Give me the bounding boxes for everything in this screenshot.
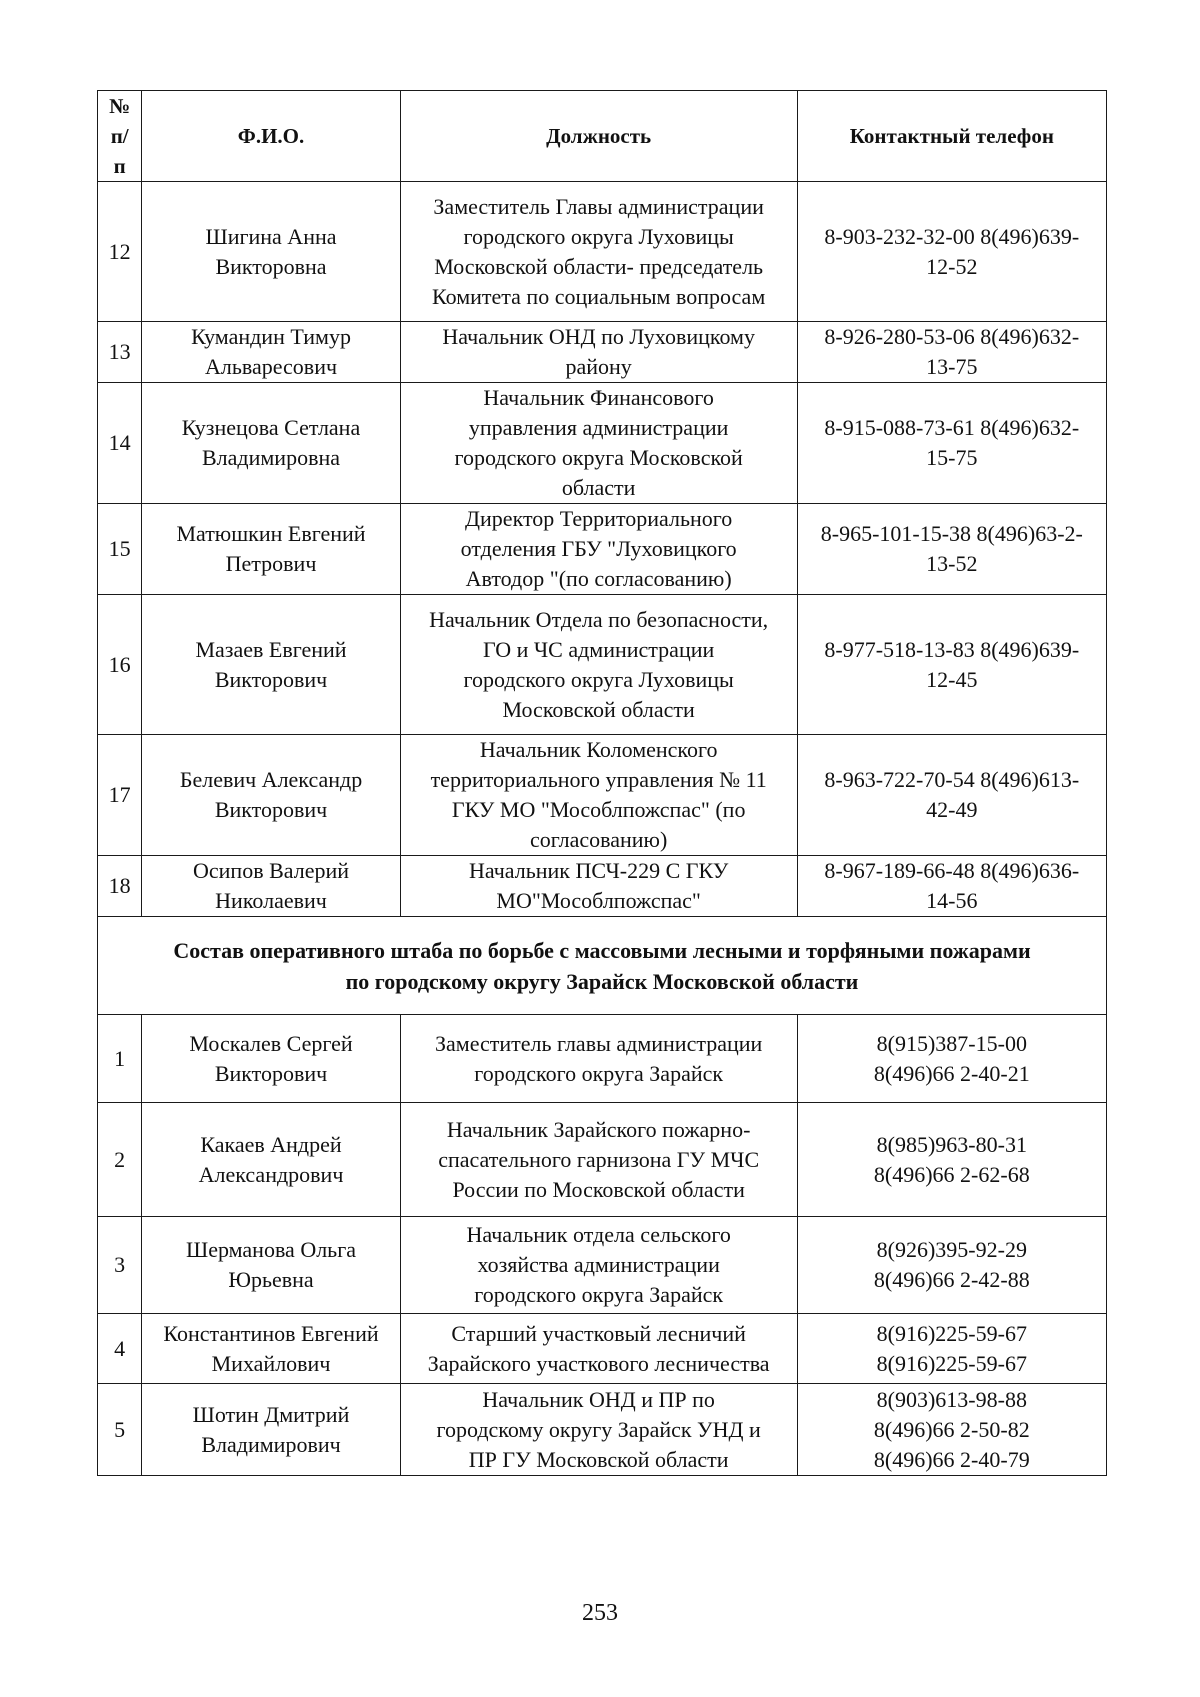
cell-num: 2 (98, 1103, 142, 1217)
cell-num: 4 (98, 1314, 142, 1384)
cell-position (400, 504, 797, 595)
cell-phone (797, 383, 1106, 504)
cell-position-line: Начальник Коломенского (479, 737, 718, 762)
cell-num: 5 (98, 1384, 142, 1476)
table-row (98, 1103, 1107, 1217)
cell-position (400, 383, 797, 504)
header-fio: Ф.И.О. (142, 91, 400, 182)
cell-position-line: ГКУ МО "Мособлпожспас" (по (451, 797, 746, 822)
cell-phone-line: 13-75 (926, 354, 978, 379)
table-row (98, 383, 1107, 504)
cell-phone-line: 13-52 (926, 551, 978, 576)
cell-position-line: Начальник Зарайского пожарно- (446, 1116, 751, 1142)
cell-phone (797, 504, 1106, 595)
table-row (98, 595, 1107, 735)
cell-position-line: городского округа Московской (454, 445, 743, 470)
table-row (98, 182, 1107, 322)
cell-position-line: МО"Мособлпожспас" (496, 888, 701, 913)
cell-position-line: городского округа Луховицы (463, 666, 734, 692)
cell-position (400, 1384, 797, 1476)
table-row (98, 735, 1107, 856)
cell-phone-line: 8-977-518-13-83 8(496)639- (824, 636, 1080, 662)
cell-fio (142, 595, 400, 735)
section-title-body (98, 917, 1107, 1015)
cell-position (400, 1217, 797, 1314)
table-row (98, 504, 1107, 595)
cell-position-line: Заместитель Главы администрации (433, 193, 764, 219)
cell-phone-line: 8-963-722-70-54 8(496)613- (824, 767, 1080, 792)
table-row (98, 322, 1107, 383)
page-number: 253 (582, 1600, 618, 1626)
cell-num: 17 (98, 735, 142, 856)
cell-position-line: согласованию) (529, 827, 668, 852)
cell-position-line: городского округа Луховицы (463, 223, 734, 249)
cell-phone-line: 8-915-088-73-61 8(496)632- (824, 415, 1080, 440)
cell-position-line: хозяйства администрации (477, 1252, 720, 1277)
cell-position-line: Начальник ПСЧ-229 С ГКУ (468, 858, 729, 883)
cell-num: 16 (98, 595, 142, 735)
cell-position-line: Комитета по социальным вопросам (432, 283, 766, 309)
cell-num: 14 (98, 383, 142, 504)
table-row (98, 1384, 1107, 1476)
cell-phone-line: 42-49 (926, 797, 978, 822)
cell-position (400, 1103, 797, 1217)
cell-fio (142, 322, 400, 383)
cell-phone-line: 8(903)613-98-88 (876, 1386, 1027, 1412)
cell-position-line: управления администрации (468, 415, 729, 440)
cell-position-line: Начальник отдела сельского (466, 1222, 731, 1247)
cell-num: 1 (98, 1015, 142, 1103)
cell-position (400, 322, 797, 383)
cell-fio-line: Москалев Сергей (189, 1030, 353, 1056)
cell-fio-line: Викторович (214, 1060, 328, 1086)
cell-phone-line: 8-926-280-53-06 8(496)632- (824, 324, 1080, 349)
cell-position-line: спасательного гарнизона ГУ МЧС (438, 1146, 760, 1172)
cell-position-line: Начальник ОНД и ПР по (482, 1386, 715, 1412)
cell-fio (142, 856, 400, 917)
cell-fio-line: Александрович (198, 1161, 344, 1187)
cell-fio (142, 1384, 400, 1476)
cell-fio (142, 1015, 400, 1103)
cell-fio (142, 383, 400, 504)
cell-position-line: Начальник ОНД по Луховицкому (442, 324, 755, 349)
cell-fio-line: Владимировна (202, 445, 341, 470)
table-body-zaraysk (98, 1015, 1107, 1476)
cell-fio-line: Николаевич (215, 888, 327, 913)
cell-num: 12 (98, 182, 142, 322)
cell-position-line: отделения ГБУ "Луховицкого (460, 536, 737, 561)
cell-position-line: городскому округу Зарайск УНД и (436, 1416, 761, 1442)
cell-num: 18 (98, 856, 142, 917)
cell-phone-line: 8(496)66 2-42-88 (873, 1267, 1030, 1292)
cell-phone (797, 182, 1106, 322)
cell-phone-line: 8(985)963-80-31 (876, 1131, 1027, 1157)
cell-phone-line: 8-965-101-15-38 8(496)63-2- (820, 521, 1083, 546)
cell-position (400, 1314, 797, 1384)
cell-phone-line: 8(496)66 2-40-21 (873, 1060, 1030, 1086)
cell-phone-line: 14-56 (926, 888, 978, 913)
cell-fio-line: Мазаев Евгений (195, 636, 347, 662)
cell-position-line: Автодор "(по согласованию) (465, 566, 732, 591)
cell-position-line: Начальник Отдела по безопасности, (429, 606, 769, 632)
cell-fio-line: Белевич Александр (179, 767, 363, 792)
header-num-line: п/ (110, 124, 129, 148)
header-phone: Контактный телефон (797, 91, 1106, 182)
cell-position (400, 182, 797, 322)
header-num (98, 91, 142, 182)
cell-phone-line: 8(496)66 2-40-79 (873, 1446, 1030, 1472)
header-row (98, 91, 1107, 182)
cell-phone-line: 12-45 (926, 666, 978, 692)
cell-fio-line: Какаев Андрей (200, 1131, 342, 1157)
cell-phone-line: 8(916)225-59-67 (876, 1350, 1027, 1376)
cell-fio (142, 504, 400, 595)
cell-fio-line: Матюшкин Евгений (176, 521, 366, 546)
cell-phone (797, 1015, 1106, 1103)
cell-position (400, 735, 797, 856)
cell-fio-line: Михайлович (211, 1350, 331, 1376)
cell-position-line: Московской области (502, 696, 695, 722)
cell-phone (797, 1314, 1106, 1384)
cell-phone-line: 15-75 (926, 445, 978, 470)
cell-phone (797, 1103, 1106, 1217)
cell-position-line: ГО и ЧС администрации (483, 636, 715, 662)
cell-position-line: городского округа Зарайск (474, 1060, 724, 1086)
table-row (98, 856, 1107, 917)
cell-phone (797, 595, 1106, 735)
cell-num: 13 (98, 322, 142, 383)
cell-phone-line: 8-967-189-66-48 8(496)636- (824, 858, 1080, 883)
cell-phone (797, 1384, 1106, 1476)
section-title-line: по городскому округу Зарайск Московской области (345, 968, 859, 994)
contacts-table (97, 90, 1107, 1476)
cell-position-line: Заместитель главы администрации (434, 1030, 763, 1056)
cell-position-line: территориального управления № 11 (430, 767, 767, 792)
cell-fio (142, 1217, 400, 1314)
cell-position-line: Зарайского участкового лесничества (427, 1350, 770, 1376)
cell-position-line: Московской области- председатель (434, 253, 764, 279)
header-num-line: п (113, 154, 126, 178)
cell-position-line: ПР ГУ Московской области (468, 1446, 729, 1472)
cell-phone (797, 322, 1106, 383)
cell-phone-line: 8(496)66 2-50-82 (873, 1416, 1030, 1442)
cell-fio (142, 1103, 400, 1217)
cell-position-line: району (565, 354, 632, 379)
cell-phone (797, 856, 1106, 917)
cell-fio (142, 1314, 400, 1384)
cell-phone-line: 8(916)225-59-67 (876, 1320, 1027, 1346)
cell-phone (797, 735, 1106, 856)
cell-phone-line: 8-903-232-32-00 8(496)639- (824, 223, 1080, 249)
cell-fio (142, 182, 400, 322)
cell-position-line: области (561, 475, 636, 500)
cell-fio-line: Петрович (225, 551, 317, 576)
cell-num: 3 (98, 1217, 142, 1314)
cell-phone (797, 1217, 1106, 1314)
table-row (98, 1015, 1107, 1103)
cell-position-line: городского округа Зарайск (474, 1282, 724, 1307)
cell-fio-line: Кузнецова Сетлана (181, 415, 361, 440)
section-title-line: Состав оперативного штаба по борьбе с массовыми лесными и торфяными пожарами (173, 937, 1031, 963)
cell-phone-line: 8(496)66 2-62-68 (873, 1161, 1030, 1187)
cell-position (400, 1015, 797, 1103)
cell-fio-line: Шотин Дмитрий (192, 1401, 350, 1427)
cell-fio (142, 735, 400, 856)
cell-fio-line: Юрьевна (228, 1267, 314, 1292)
cell-fio-line: Константинов Евгений (163, 1320, 379, 1346)
cell-position (400, 595, 797, 735)
cell-phone-line: 8(915)387-15-00 (876, 1030, 1027, 1056)
table-row (98, 1217, 1107, 1314)
cell-num: 15 (98, 504, 142, 595)
cell-position (400, 856, 797, 917)
cell-position-line: Директор Территориального (465, 506, 733, 531)
cell-fio-line: Викторовна (215, 253, 327, 279)
cell-fio-line: Викторович (214, 797, 328, 822)
cell-phone-line: 8(926)395-92-29 (876, 1237, 1027, 1262)
cell-position-line: России по Московской области (452, 1176, 745, 1202)
cell-phone-line: 12-52 (926, 253, 978, 279)
cell-fio-line: Осипов Валерий (193, 858, 350, 883)
cell-fio-line: Шерманова Ольга (186, 1237, 356, 1262)
header-position: Должность (400, 91, 797, 182)
cell-fio-line: Альваресович (204, 354, 338, 379)
cell-position-line: Начальник Финансового (483, 385, 714, 410)
cell-fio-line: Владимирович (201, 1431, 341, 1457)
cell-fio-line: Шигина Анна (205, 223, 337, 249)
cell-fio-line: Кумандин Тимур (191, 324, 351, 349)
section-title-row (98, 917, 1107, 1015)
cell-position-line: Старший участковый лесничий (451, 1320, 746, 1346)
cell-fio-line: Викторович (214, 666, 328, 692)
section-title (98, 917, 1107, 1015)
table-body-luhovitsy (98, 182, 1107, 917)
table-row (98, 1314, 1107, 1384)
header-num-line: № (109, 94, 131, 118)
